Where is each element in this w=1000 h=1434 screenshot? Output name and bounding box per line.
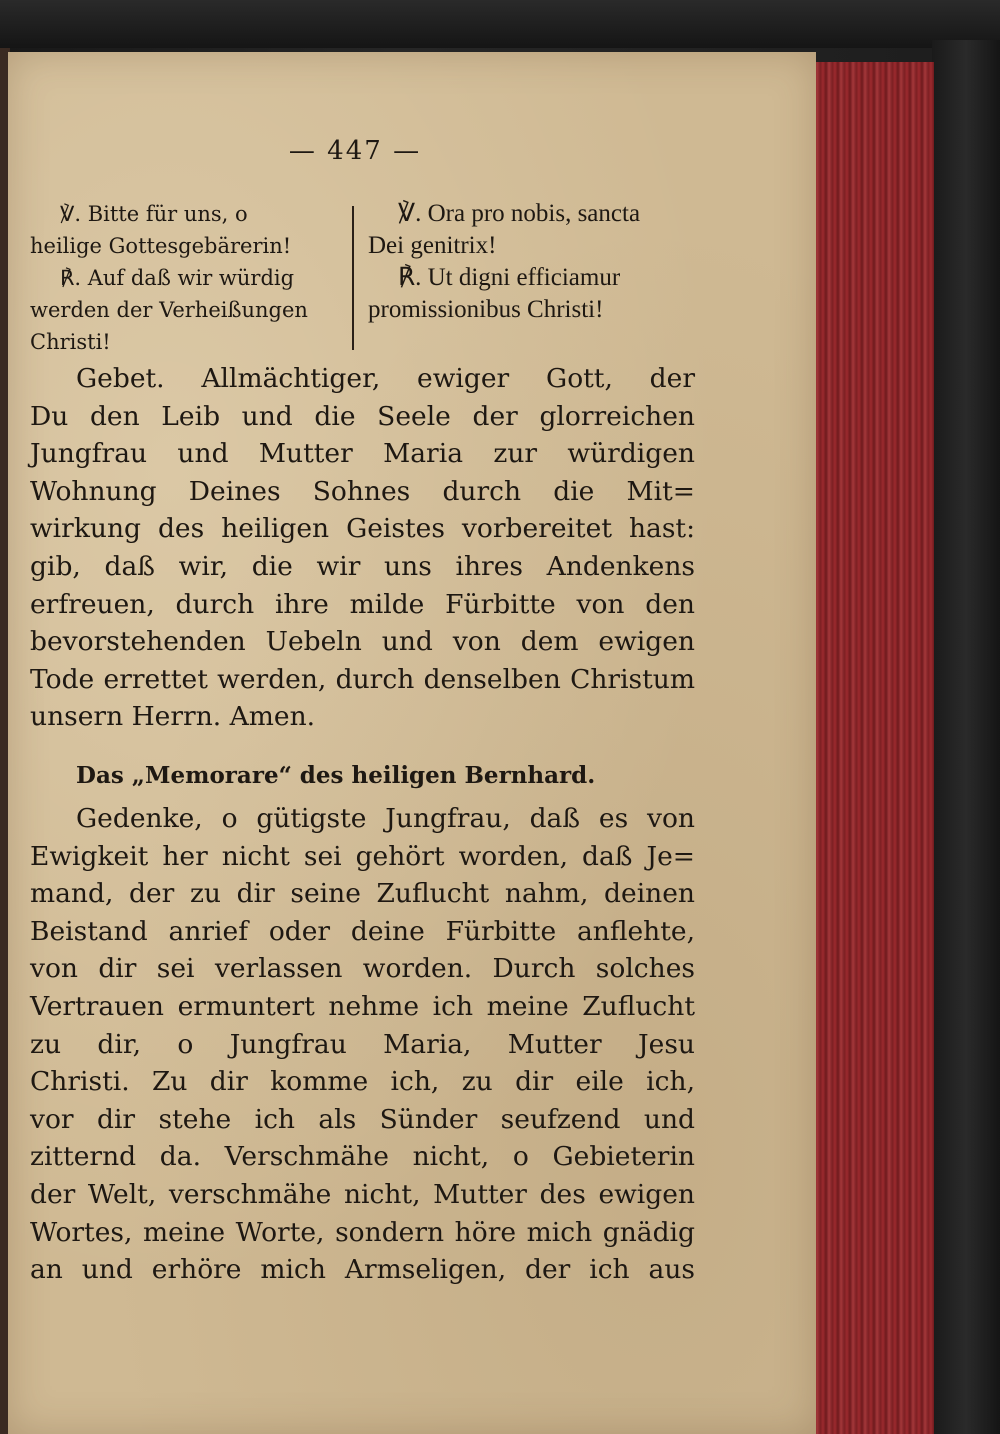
memorare-line: Christi. Zu dir komme ich, zu dir eile ich,	[30, 1066, 695, 1098]
prayer-line: Gebet. Allmächtiger, ewiger Gott, der	[76, 363, 695, 394]
german-versicle-line: heilige Gottesgebärerin!	[30, 234, 292, 258]
memorare-line: der Welt, verschmähe nicht, Mutter des ewigen	[30, 1178, 695, 1210]
memorare-line: zu dir, o Jungfrau Maria, Mutter Jesu	[30, 1028, 695, 1060]
column-divider	[352, 206, 354, 350]
memorare-line: Ewigkeit her nicht sei gehört worden, daß Je=	[30, 840, 695, 872]
memorare-line: Gedenke, o gütigste Jungfrau, daß es von	[76, 803, 695, 834]
book-spine-edge	[932, 40, 1000, 1434]
book-cover-top	[0, 0, 1000, 48]
memorare-line: mand, der zu dir seine Zuflucht nahm, deinen	[30, 878, 695, 910]
latin-versicle-line: Dei genitrix!	[368, 232, 497, 259]
memorare-line: von dir sei verlassen worden. Durch solches	[30, 953, 695, 985]
memorare-line: an und erhöre mich Armseligen, der ich aus	[30, 1254, 695, 1286]
latin-response-line: ℟. Ut digni efficiamur	[398, 264, 621, 291]
german-versicle-column	[30, 198, 346, 358]
page-block-red-edge	[808, 62, 934, 1434]
page-number: — 447 —	[288, 136, 422, 166]
prayer-line: gib, daß wir, die wir uns ihres Andenkens	[30, 550, 695, 582]
memorare-line: Wortes, meine Worte, sondern höre mich gnädig	[30, 1216, 695, 1248]
latin-response-line: promissionibus Christi!	[368, 296, 604, 323]
prayer-line: wirkung des heiligen Geistes vorbereitet hast:	[30, 513, 695, 545]
prayer-line: unsern Herrn. Amen.	[30, 701, 316, 733]
memorare-paragraph	[30, 800, 695, 1289]
prayer-line: erfreuen, durch ihre milde Fürbitte von den	[30, 588, 695, 620]
memorare-line: vor dir stehe ich als Sünder seufzend und	[30, 1103, 695, 1135]
latin-versicle-line: ℣. Ora pro nobis, sancta	[398, 200, 641, 227]
prayer-line: Wohnung Deines Sohnes durch die Mit=	[30, 475, 695, 507]
prayer-line: Tode errettet werden, durch denselben Christum	[30, 663, 695, 695]
prayer-line: Du den Leib und die Seele der glorreichen	[30, 400, 695, 432]
memorare-line: Vertrauen ermuntert nehme ich meine Zuflucht	[30, 990, 695, 1022]
memorare-line: Beistand anrief oder deine Fürbitte anflehte,	[30, 915, 695, 947]
german-versicle-line: ℣. Bitte für uns, o	[60, 202, 248, 226]
section-heading: Das „Memorare“ des heiligen Bernhard.	[76, 762, 596, 789]
prayer-line: Jungfrau und Mutter Maria zur würdigen	[30, 438, 695, 470]
german-response-line: Christi!	[30, 330, 111, 354]
german-response-line: werden der Verheißungen	[30, 298, 308, 322]
latin-versicle-column	[368, 198, 698, 326]
memorare-line: zitternd da. Verschmähe nicht, o Gebieterin	[30, 1141, 695, 1173]
german-response-line: ℟. Auf daß wir würdig	[60, 266, 295, 290]
prayer-paragraph	[30, 360, 695, 736]
prayer-line: bevorstehenden Uebeln und von dem ewigen	[30, 626, 695, 658]
